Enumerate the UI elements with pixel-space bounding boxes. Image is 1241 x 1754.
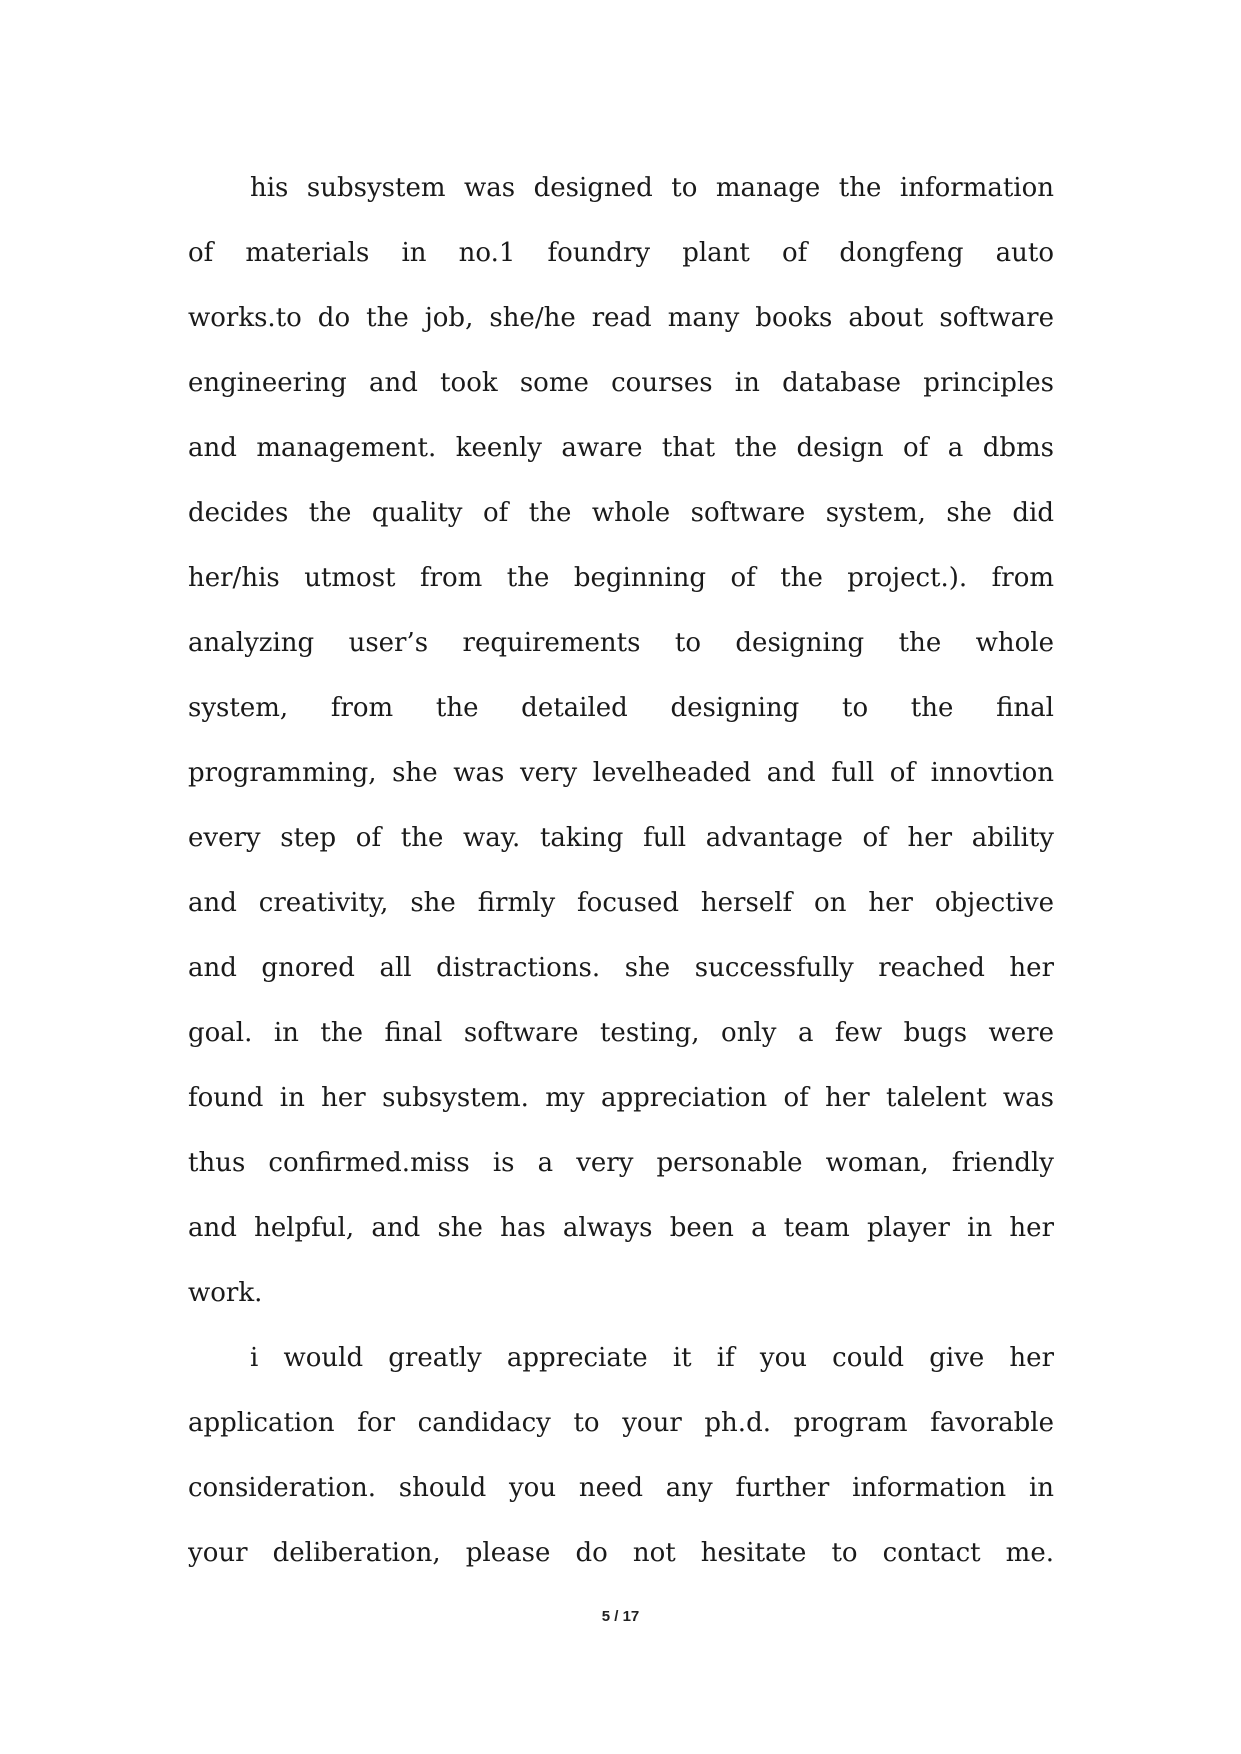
- text-line: found in her subsystem. my appreciation of her talelent was: [188, 1083, 1054, 1113]
- text-line: programming, she was very levelheaded and full of innovtion: [188, 758, 1054, 788]
- paragraph-1: [188, 156, 1054, 1326]
- text-line: her/his utmost from the beginning of the project.). from: [188, 563, 1054, 593]
- text-line: and creativity, she firmly focused herself on her objective: [188, 888, 1054, 918]
- paragraph-2: [188, 1326, 1054, 1586]
- text-line: works.to do the job, she/he read many books about software: [188, 303, 1054, 333]
- text-line: consideration. should you need any further information in: [188, 1473, 1054, 1503]
- text-line: application for candidacy to your ph.d. program favorable: [188, 1408, 1054, 1438]
- text-line: analyzing user’s requirements to designing the whole: [188, 628, 1054, 658]
- text-line: decides the quality of the whole software system, she did: [188, 498, 1054, 528]
- text-line: goal. in the final software testing, only a few bugs were: [188, 1018, 1054, 1048]
- page-number: 5 / 17: [601, 1608, 640, 1625]
- text-line: of materials in no.1 foundry plant of dongfeng auto: [188, 238, 1054, 268]
- body-text: [188, 156, 1054, 1586]
- text-line: system, from the detailed designing to the final: [188, 693, 1054, 723]
- text-line: his subsystem was designed to manage the information: [250, 173, 1054, 203]
- text-line: your deliberation, please do not hesitate to contact me.: [188, 1538, 1054, 1568]
- text-line: every step of the way. taking full advantage of her ability: [188, 823, 1054, 853]
- text-line: i would greatly appreciate it if you could give her: [250, 1343, 1054, 1373]
- text-line: thus confirmed.miss is a very personable woman, friendly: [188, 1148, 1054, 1178]
- text-line: and gnored all distractions. she successfully reached her: [188, 953, 1054, 983]
- text-line: and management. keenly aware that the design of a dbms: [188, 433, 1054, 463]
- text-line: work.: [188, 1278, 263, 1308]
- text-line: engineering and took some courses in database principles: [188, 368, 1054, 398]
- text-line: and helpful, and she has always been a team player in her: [188, 1213, 1054, 1243]
